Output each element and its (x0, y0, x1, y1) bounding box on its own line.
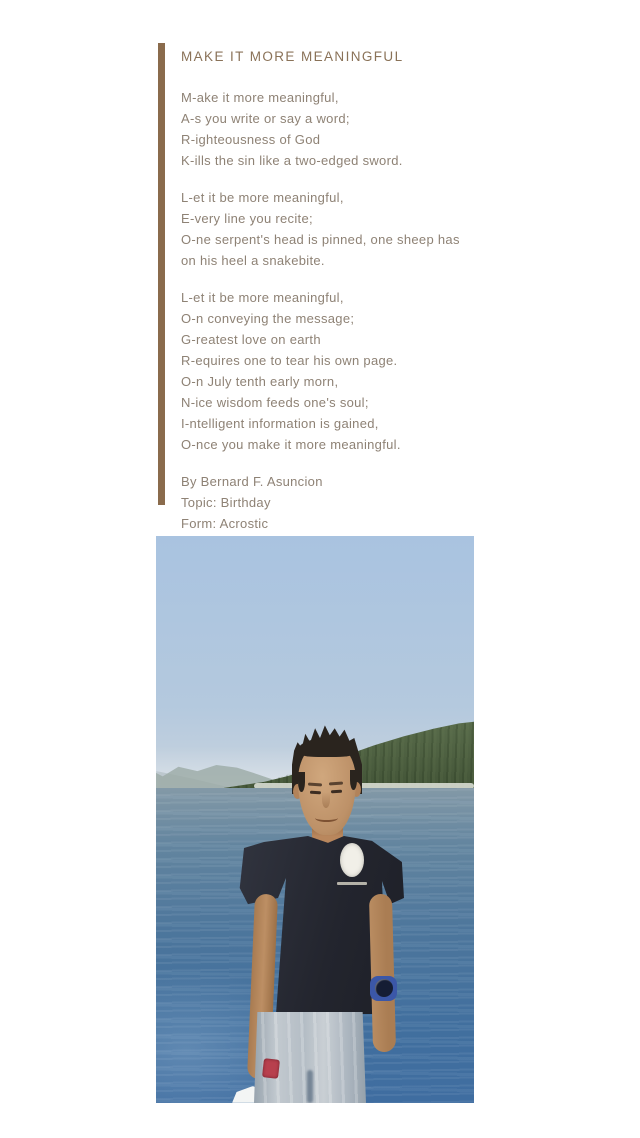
poem-line: on his heel a snakebite. (181, 253, 325, 268)
poem-line: L-et it be more meaningful, (181, 290, 344, 305)
stanza-2 (181, 187, 511, 271)
person-mouth (315, 814, 338, 822)
photo (156, 536, 474, 1103)
poem-attribution (181, 471, 511, 534)
jeans-red-patch (262, 1058, 280, 1079)
person-hairline (297, 739, 357, 757)
poem-line: R-equires one to tear his own page. (181, 353, 398, 368)
poem-line: A-s you write or say a word; (181, 111, 350, 126)
poem-line: M-ake it more meaningful, (181, 90, 339, 105)
stanza-1 (181, 87, 511, 171)
poem-line: O-nce you make it more meaningful. (181, 437, 401, 452)
person-nose (322, 792, 330, 808)
poem-byline: By Bernard F. Asuncion (181, 474, 323, 489)
poem-title: MAKE IT MORE MEANINGFUL (181, 49, 404, 64)
tshirt-logo (340, 843, 364, 877)
poem-topic: Topic: Birthday (181, 495, 271, 510)
poem-line: E-very line you recite; (181, 211, 313, 226)
poem-line: I-ntelligent information is gained, (181, 416, 379, 431)
poem-line: L-et it be more meaningful, (181, 190, 344, 205)
person-sideburn-left (298, 772, 305, 792)
poem-line: G-reatest love on earth (181, 332, 321, 347)
poem-line: O-n July tenth early morn, (181, 374, 339, 389)
poem-form: Form: Acrostic (181, 516, 269, 531)
poem-block (181, 46, 511, 534)
tshirt-logo-text (337, 882, 367, 885)
person-sideburn-right (350, 770, 357, 790)
stanza-3 (181, 287, 511, 455)
poem-line: N-ice wisdom feeds one's soul; (181, 395, 369, 410)
poem-line: O-ne serpent's head is pinned, one sheep has (181, 232, 460, 247)
poem-line: R-ighteousness of God (181, 132, 321, 147)
wristwatch-face (375, 979, 393, 997)
accent-bar (158, 43, 165, 505)
person-eye-left (310, 791, 321, 794)
person-arm-right (369, 894, 396, 1053)
jeans-leg-shadow (307, 1070, 313, 1103)
poem-line: O-n conveying the message; (181, 311, 355, 326)
poem-line: K-ills the sin like a two-edged sword. (181, 153, 403, 168)
